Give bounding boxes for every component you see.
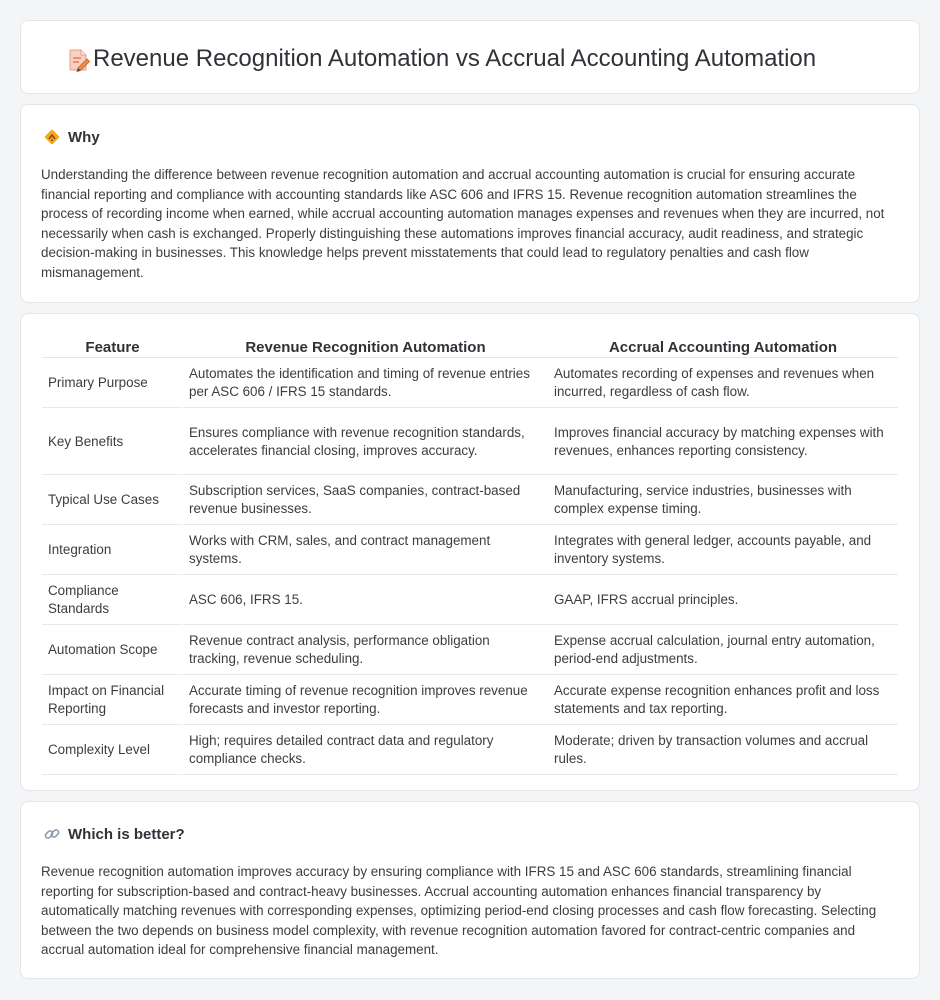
revenue-cell: Works with CRM, sales, and contract management systems. <box>183 525 548 575</box>
why-heading: Why <box>68 128 100 146</box>
comparison-table <box>42 334 898 775</box>
document-edit-icon <box>66 47 92 73</box>
why-heading-row <box>43 127 100 147</box>
which-is-better-section <box>20 801 920 979</box>
better-heading: Which is better? <box>68 825 185 843</box>
revenue-cell: High; requires detailed contract data and regulatory compliance checks. <box>183 725 548 775</box>
accrual-cell: Improves financial accuracy by matching expenses with revenues, enhances reporting consistency. <box>548 408 898 475</box>
accrual-cell: Manufacturing, service industries, businesses with complex expense timing. <box>548 475 898 525</box>
revenue-cell: Revenue contract analysis, performance obligation tracking, revenue scheduling. <box>183 625 548 675</box>
feature-cell: Impact on Financial Reporting <box>42 675 183 725</box>
table-row <box>42 525 898 575</box>
table-row <box>42 675 898 725</box>
page-title: Revenue Recognition Automation vs Accrual Accounting Automation <box>93 45 817 72</box>
accrual-cell: Automates recording of expenses and revenues when incurred, regardless of cash flow. <box>548 358 898 408</box>
column-header-revenue: Revenue Recognition Automation <box>183 334 548 358</box>
revenue-cell: Automates the identification and timing of revenue entries per ASC 606 / IFRS 15 standards. <box>183 358 548 408</box>
better-heading-row <box>43 824 185 844</box>
title-card <box>20 20 920 94</box>
feature-cell: Key Benefits <box>42 408 183 475</box>
revenue-cell: Subscription services, SaaS companies, contract-based revenue businesses. <box>183 475 548 525</box>
column-header-accrual: Accrual Accounting Automation <box>548 334 898 358</box>
feature-cell: Primary Purpose <box>42 358 183 408</box>
feature-cell: Typical Use Cases <box>42 475 183 525</box>
table-row <box>42 408 898 475</box>
table-row <box>42 625 898 675</box>
table-header-row <box>42 334 898 358</box>
diamond-warning-icon <box>43 128 61 146</box>
better-body: Revenue recognition automation improves accuracy by ensuring compliance with IFRS 15 and ASC 606 standards, streamlining financial reporting for subscription-based and contract-heavy businesses. Accrual accounting automation enhances financial transparency by automatically matching revenues with corresponding expenses, optimizing period-end closing processes and cash flow forecasting. Selecting between the two depends on business model complexity, with revenue recognition automation favored for contract-centric companies and accrual automation ideal for comprehensive financial management. <box>41 864 877 958</box>
feature-cell: Complexity Level <box>42 725 183 775</box>
feature-cell: Compliance Standards <box>42 575 183 625</box>
accrual-cell: Integrates with general ledger, accounts payable, and inventory systems. <box>548 525 898 575</box>
accrual-cell: Expense accrual calculation, journal entry automation, period-end adjustments. <box>548 625 898 675</box>
feature-cell: Integration <box>42 525 183 575</box>
revenue-cell: ASC 606, IFRS 15. <box>183 575 548 625</box>
accrual-cell: GAAP, IFRS accrual principles. <box>548 575 898 625</box>
table-row <box>42 725 898 775</box>
feature-cell: Automation Scope <box>42 625 183 675</box>
accrual-cell: Moderate; driven by transaction volumes and accrual rules. <box>548 725 898 775</box>
link-icon <box>43 825 61 843</box>
table-row <box>42 575 898 625</box>
revenue-cell: Ensures compliance with revenue recognition standards, accelerates financial closing, improves accuracy. <box>183 408 548 475</box>
revenue-cell: Accurate timing of revenue recognition improves revenue forecasts and investor reporting. <box>183 675 548 725</box>
why-section <box>20 104 920 303</box>
why-body: Understanding the difference between revenue recognition automation and accrual accounting automation is crucial for ensuring accurate financial reporting and compliance with accounting standards like ASC 606 and IFRS 15. Revenue recognition automation streamlines the process of recording income when earned, while accrual accounting automation manages expenses and revenues when they are incurred, not necessarily when cash is exchanged. Properly distinguishing these automations improves financial accuracy, audit readiness, and strategic decision-making in businesses. This knowledge helps prevent misstatements that could lead to regulatory penalties and cash flow mismanagement. <box>41 167 885 280</box>
table-row <box>42 358 898 408</box>
comparison-table-card <box>20 313 920 791</box>
table-row <box>42 475 898 525</box>
column-header-feature: Feature <box>42 334 183 358</box>
accrual-cell: Accurate expense recognition enhances profit and loss statements and tax reporting. <box>548 675 898 725</box>
